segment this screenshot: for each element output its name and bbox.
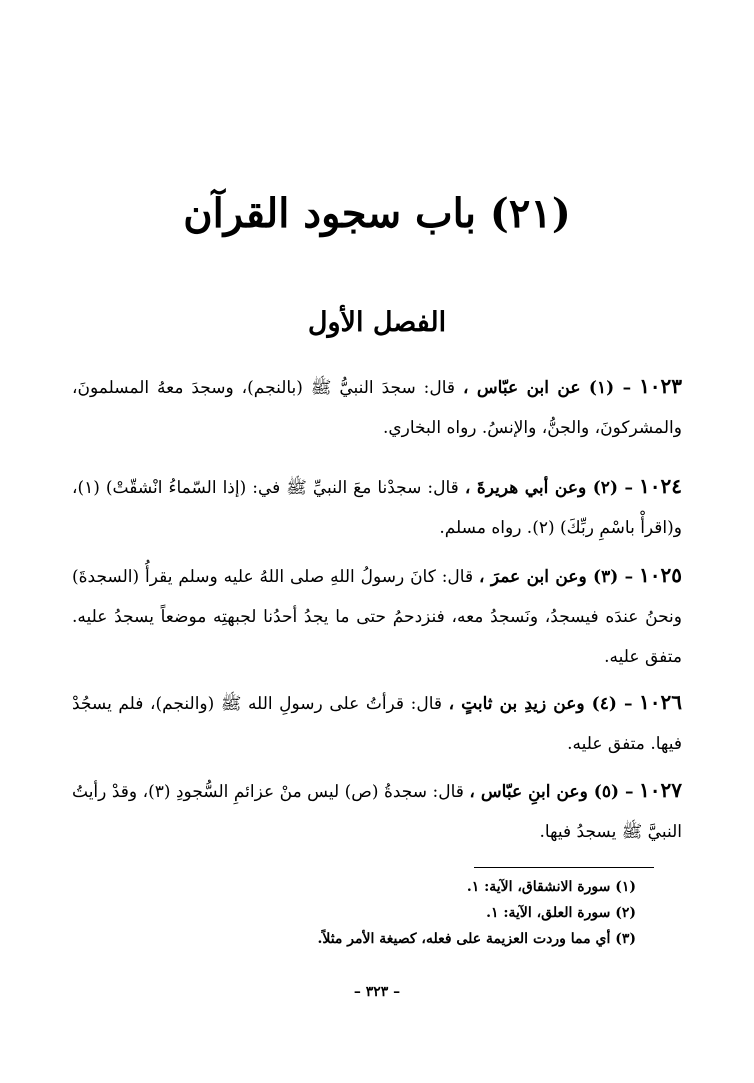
page-number: – ٣٢٣ – bbox=[353, 984, 401, 1000]
footnote: (١) سورة الانشقاق، الآية: ١. bbox=[466, 879, 636, 895]
hadith-text: قال: سجدةُ (ص) ليس منْ عزائمِ السُّجودِ (٣)، وقدْ رأيتُ النبيَّ ﷺ يسجدُ فيها. bbox=[72, 782, 682, 842]
hadith-number: ١٠٢٤ bbox=[639, 474, 683, 498]
footnote: (٢) سورة العلق، الآية: ١. bbox=[486, 905, 636, 921]
hadith-text: قال: قرأتُ على رسولِ الله ﷺ (والنجم)، فلم يسجُدْ فيها. متفق عليه. bbox=[72, 694, 682, 754]
hadith-entry bbox=[72, 366, 682, 448]
chapter-title: (٢١) باب سجود القرآن bbox=[183, 190, 571, 237]
footnote-divider bbox=[474, 867, 654, 868]
hadith-narrator: – (٣) وعن ابن عمرَ ، bbox=[478, 567, 634, 587]
footnotes bbox=[72, 874, 636, 952]
hadith-number: ١٠٢٧ bbox=[639, 778, 683, 802]
hadith-text: قال: سجدْنا معَ النبيِّ ﷺ في: (إذا السّماءُ انْشقّتْ) (١)، و(اقرأْ باسْمِ ربِّكَ) (٢). رواه مسلم. bbox=[72, 478, 682, 538]
footnote: (٣) أي مما وردت العزيمة على فعله، كصيغة الأمر مثلاً. bbox=[317, 931, 636, 947]
hadith-narrator: – (٤) وعن زيدِ بن ثابتٍ ، bbox=[448, 694, 633, 714]
hadith-number: ١٠٢٣ bbox=[639, 374, 683, 398]
hadith-number: ١٠٢٥ bbox=[639, 563, 683, 587]
hadith-entry bbox=[72, 770, 682, 852]
hadith-number: ١٠٢٦ bbox=[639, 690, 683, 714]
hadith-entry bbox=[72, 466, 682, 548]
hadith-text: قال: سجدَ النبيُّ ﷺ (بالنجم)، وسجدَ معهُ المسلمونَ، والمشركونَ، والجنُّ، والإنسُ. رواه البخاري. bbox=[72, 378, 682, 438]
hadith-narrator: – (١) عن ابن عبّاس ، bbox=[462, 378, 632, 398]
hadith-text: قال: كانَ رسولُ اللهِ صلى اللهُ عليه وسلم يقرأُ (السجدةَ) ونحنُ عندَه فيسجدُ، ونَسجدُ معه، فنزدحمُ حتى ما يجدُ أحدُنا لجبهتِه موضعاً يسجدُ عليه. متفق عليه. bbox=[72, 567, 682, 667]
hadith-narrator: – (٥) وعن ابنِ عبّاس ، bbox=[469, 782, 634, 802]
hadith-narrator: – (٢) وعن أبي هريرةَ ، bbox=[464, 478, 634, 498]
hadith-entry bbox=[72, 682, 682, 764]
section-title: الفصل الأول bbox=[307, 307, 447, 338]
hadith-entry bbox=[72, 555, 682, 677]
